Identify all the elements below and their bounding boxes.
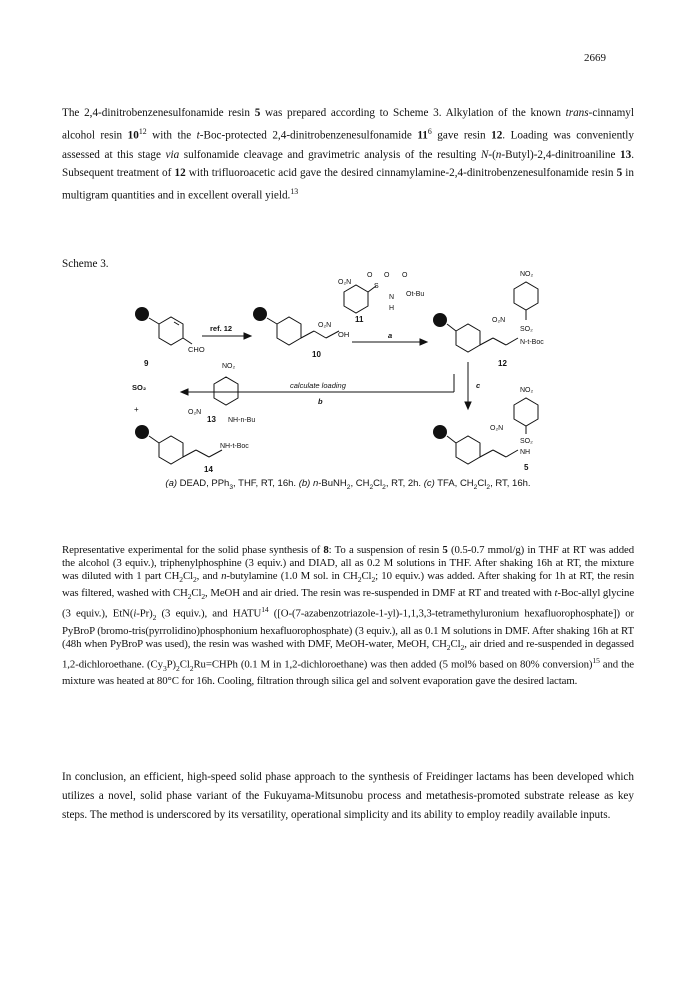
resin-bead-icon: [135, 307, 149, 321]
text-run: , CH: [350, 478, 370, 489]
text-run: , air dried and re-suspended in degassed 1,2-dichloroethane. (Cy: [62, 637, 634, 671]
text-run: Cl: [179, 658, 190, 671]
compound-5: [433, 387, 538, 472]
ref12-label: ref. 12: [210, 324, 233, 333]
compound-12-label: 12: [498, 359, 507, 368]
text-run: TFA, CH: [434, 478, 474, 489]
compound-5-label: 5: [524, 463, 529, 472]
text-run: 2: [189, 663, 194, 673]
arrow-a-label: a: [388, 331, 393, 340]
text-run: 3: [229, 483, 234, 491]
resin-bead-icon: [433, 425, 447, 439]
text-run: 2: [152, 612, 157, 622]
page-number: 2669: [584, 52, 606, 64]
text-run: and the mixture was heated at 80°C for 16h. Cooling, filtration through silica gel and solvent evaporation gave the desired lactam.: [62, 658, 634, 688]
text-run: 2: [187, 592, 192, 602]
text-run: (a): [165, 478, 178, 489]
sulfur-label: S: [374, 283, 379, 290]
o2n-label: O₂N: [490, 425, 504, 432]
text-run: , RT, 2h.: [385, 478, 424, 489]
text-run: t: [196, 129, 200, 142]
hydrogen-label: H: [389, 305, 395, 312]
text-run: The 2,4-dinitrobenzenesulfonamide resin: [62, 107, 255, 119]
text-run: 13: [290, 187, 299, 197]
nhnbu-label: NH-n-Bu: [228, 417, 256, 424]
resin-bead-icon: [253, 307, 267, 321]
text-run: 3: [162, 663, 167, 673]
text-run: -butylamine (1.0 M sol. in CH: [226, 569, 358, 582]
text-run: -Butyl)-2,4-dinitroaniline: [501, 148, 621, 161]
text-run: N: [480, 148, 489, 161]
oxygen-label: O: [402, 272, 408, 279]
cho-label: CHO: [188, 345, 205, 354]
text-run: (0.5-0.7 mmol/g) in THF at RT was added the alcohol (3 equiv.), triphenylphosphine (3 equiv.) and DIAD, all as 0.2 M solutions in THF. After shaking 16h at RT, the mixture was diluted with 1 part CH: [62, 544, 634, 582]
o2n-label: O₂N: [188, 409, 202, 416]
text-run: 2: [346, 483, 351, 491]
scheme-3-diagram: [62, 262, 634, 502]
oxygen-label: O: [384, 272, 390, 279]
text-run: 2: [473, 483, 478, 491]
text-run: n: [312, 478, 319, 489]
nhtboc-label: NH-t-Boc: [220, 443, 249, 450]
text-run: 8: [323, 544, 329, 556]
text-run: 2: [357, 574, 362, 584]
text-run: 13: [620, 148, 632, 161]
no2-label: NO₂: [520, 387, 534, 394]
text-run: was prepared according to Scheme 3. Alkylation of the known: [260, 107, 566, 119]
so2-label: SO₂: [132, 383, 147, 392]
text-run: 5: [254, 107, 261, 119]
compound-10-label: 10: [312, 350, 321, 359]
text-run: -Boc-allyl glycine (3 equiv.), EtN(: [62, 586, 635, 620]
no2-label: NO₂: [520, 271, 534, 278]
text-run: i: [133, 607, 137, 620]
resin-bead-icon: [433, 313, 447, 327]
text-run: . Subsequent treatment of: [62, 148, 634, 180]
text-run: 2: [460, 642, 465, 652]
text-run: , MeOH and air dried. The resin was re-suspended in DMF at RT and treated with: [205, 586, 555, 599]
arrow-c-label: c: [476, 381, 481, 390]
text-run: 2: [382, 483, 386, 491]
text-run: with the: [146, 129, 197, 142]
text-run: n: [221, 569, 227, 582]
plus-sign: +: [134, 405, 139, 414]
text-run: 2: [371, 574, 376, 584]
text-run: Cl: [361, 569, 372, 582]
text-run: : To a suspension of resin: [328, 544, 443, 556]
compound-13: [132, 363, 255, 424]
text-run: 5: [616, 167, 623, 180]
text-run: via: [165, 148, 180, 161]
compound-13-label: 13: [207, 415, 216, 424]
text-run: with trifluoroacetic acid gave the desired cinnamylamine-2,4-dinitrobenzenesulfonamide resin: [185, 167, 617, 180]
text-run: n: [495, 148, 502, 161]
text-run: In conclusion, an efficient, high-speed solid phase approach to the synthesis of Freidinger lactams has been developed which utilizes a novel, solid phase variant of the Fukuyama-Mitsunobu process and metathesis-promoted substrate release as key steps. The method is underscored by its versatility, operational simplicity and its ability to employ readily available inputs.: [62, 771, 634, 821]
text-run: trans: [565, 107, 589, 119]
o2n-label: O₂N: [492, 317, 506, 324]
text-run: -Boc-protected 2,4-dinitrobenzenesulfonamide: [199, 129, 418, 142]
text-run: Cl: [373, 478, 383, 489]
text-run: 14: [261, 604, 269, 614]
text-run: ; 10 equiv.) was added. After shaking for 1h at RT, the resin was filtered, washed with CH: [62, 569, 635, 599]
text-run: 12: [491, 129, 503, 142]
text-run: Cl: [182, 569, 193, 582]
text-run: ([O-(7-azabenzotriazole-1-yl)-1,1,3,3-tetramethyluronium hexafluorophosphate]) or PyBroP (bromo-tris(pyrrolidino)phosphonium hexafluorophosphate) (3 equiv.), all as 0.1 M solutions in DMF. After shaking 16h at RT (48h when PyBroP was used), the resin was washed with DMF, MeOH-water, MeOH, CH: [62, 607, 634, 650]
compound-9-label: 9: [144, 359, 149, 368]
so2-label: SO₂: [520, 438, 533, 445]
experimental-paragraph: [62, 544, 634, 688]
text-run: 2: [179, 574, 183, 584]
text-run: 2: [201, 592, 206, 602]
compound-14-label: 14: [204, 465, 213, 474]
calculate-loading-label: calculate loading: [290, 381, 346, 390]
conclusion-paragraph: [62, 768, 634, 825]
text-run: 12: [174, 167, 186, 180]
text-run: 2: [176, 663, 180, 673]
text-run: 15: [592, 655, 600, 665]
compound-14: [135, 425, 249, 474]
oxygen-label: O: [367, 272, 373, 279]
text-run: Cl: [477, 478, 487, 489]
text-run: 2: [486, 483, 491, 491]
o2n-label: O₂N: [338, 279, 352, 286]
text-run: (3 equiv.), and HATU: [156, 607, 262, 620]
text-run: Cl: [450, 637, 461, 650]
otbu-label: Ot-Bu: [406, 291, 425, 298]
scheme-caption: [62, 478, 634, 491]
scheme-label: Scheme 3.: [62, 258, 109, 270]
text-run: 11: [417, 129, 428, 142]
text-run: Representative experimental for the solid phase synthesis of: [62, 544, 324, 556]
text-run: Cl: [191, 586, 202, 599]
text-run: 5: [442, 544, 448, 556]
compound-9: [135, 307, 205, 368]
compound-10: [253, 307, 349, 359]
text-run: -cinnamyl alcohol resin: [62, 107, 634, 142]
text-run: , THF, RT, 16h.: [233, 478, 299, 489]
text-run: (b): [298, 478, 311, 489]
no2-label: NO₂: [222, 363, 236, 370]
text-run: Ru=CHPh (0.1 M in 1,2-dichloroethane) was then added (5 mol% based on 80% conversion): [193, 658, 593, 671]
text-run: 2: [192, 574, 197, 584]
nh-label: NH: [520, 449, 531, 456]
oh-label: OH: [338, 330, 350, 339]
text-run: P): [166, 658, 177, 671]
text-run: , RT, 16h.: [490, 478, 531, 489]
text-run: sulfonamide cleavage and gravimetric analysis of the resulting: [179, 148, 481, 161]
text-run: 2: [446, 642, 451, 652]
text-run: -Pr): [136, 607, 153, 620]
o2n-label: O₂N: [318, 322, 332, 329]
text-run: (c): [423, 478, 435, 489]
nitrogen-label: N: [389, 294, 395, 301]
intro-paragraph: [62, 104, 634, 206]
compound-11-label: 11: [355, 315, 364, 324]
text-run: 6: [427, 126, 432, 136]
compound-12: [433, 271, 544, 368]
so2-label: SO₂: [520, 326, 533, 333]
text-run: gave resin: [431, 129, 492, 142]
text-run: 10: [127, 129, 139, 142]
text-run: in multigram quantities and in excellent overall yield.: [62, 167, 635, 203]
compound-11: [318, 272, 424, 329]
arrow-b-label: b: [318, 397, 323, 406]
text-run: , and: [196, 569, 222, 582]
resin-bead-icon: [135, 425, 149, 439]
text-run: t: [554, 586, 558, 599]
text-run: -(: [488, 148, 496, 161]
text-run: DEAD, PPh: [177, 478, 230, 489]
text-run: 2: [369, 483, 374, 491]
n-tboc-label: N-t-Boc: [520, 339, 544, 346]
text-run: -BuNH: [318, 478, 347, 489]
text-run: 12: [138, 126, 147, 136]
text-run: . Loading was conveniently assessed at this stage: [62, 129, 634, 161]
